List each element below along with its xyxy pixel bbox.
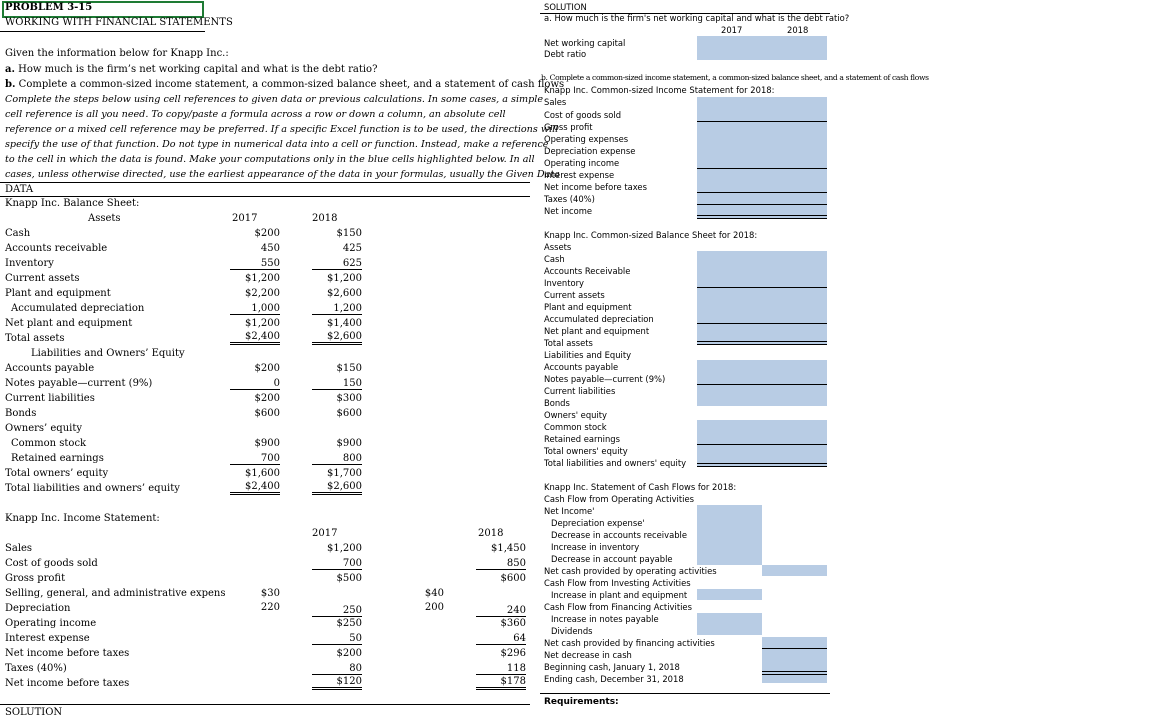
cash-flow-rule — [762, 674, 827, 675]
cs-balance-row: Notes payable—current (9%) — [544, 374, 666, 384]
cash-flow-row: Cash Flow from Financing Activities — [544, 602, 692, 612]
cs-balance-row: Total owners' equity — [544, 446, 628, 456]
header-divider — [0, 31, 205, 32]
liabilities-header: Liabilities and Owners’ Equity — [31, 348, 185, 359]
bs-row-label: Plant and equipment — [5, 288, 111, 299]
bs-value-2018: 1,200 — [312, 303, 362, 315]
is-value-2017: 700 — [312, 558, 362, 570]
cs-balance-input-cells[interactable] — [697, 251, 827, 344]
problem-subtitle: WORKING WITH FINANCIAL STATEMENTS — [5, 17, 233, 28]
cs-balance-rule — [697, 323, 827, 324]
cs-balance-rule — [697, 463, 827, 464]
is-row-label: Net income before taxes — [5, 678, 130, 689]
is-value-2017: $1,200 — [327, 543, 362, 554]
cash-flow-input-cells[interactable] — [697, 613, 762, 635]
income-statement-title: Knapp Inc. Income Statement: — [5, 513, 160, 524]
is-year-2017: 2017 — [312, 528, 338, 539]
is-row-label: Taxes (40%) — [5, 663, 67, 674]
cs-income-row: Taxes (40%) — [544, 194, 595, 204]
cs-balance-title: Knapp Inc. Common-sized Balance Sheet for 2018: — [544, 230, 758, 240]
is-value-2017: 80 — [312, 663, 362, 675]
cs-balance-rule — [697, 384, 827, 385]
bs-value-2017: $2,200 — [245, 288, 280, 299]
instruction-line: cell reference is all you need. To copy/paste a formula across a row or down a column, an absolute cell — [5, 109, 506, 120]
cs-income-row: Sales — [544, 97, 567, 107]
cs-income-row: Gross profit — [544, 122, 593, 132]
bs-value-2017: 0 — [230, 378, 280, 390]
cs-income-row: Net income before taxes — [544, 182, 647, 192]
cs-balance-rule — [697, 466, 827, 467]
cs-balance-row: Total liabilities and owners' equity — [544, 458, 687, 468]
bs-value-2018: $150 — [336, 228, 362, 239]
bs-row-label: Bonds — [5, 408, 37, 419]
cs-balance-input-cells[interactable] — [697, 420, 827, 466]
bs-value-2017: 450 — [260, 243, 280, 254]
bs-value-2017: $2,400 — [230, 331, 280, 345]
cs-income-rule — [697, 168, 827, 169]
solution-question-a: a. How much is the firm's net working capital and what is the debt ratio? — [544, 13, 850, 23]
bs-row-label: Current assets — [5, 273, 80, 284]
bs-row-label: Owners’ equity — [5, 423, 83, 434]
bs-value-2018: $1,700 — [327, 468, 362, 479]
cash-flow-row: Increase in notes payable — [551, 614, 659, 624]
bs-row-label: Accounts receivable — [5, 243, 108, 254]
is-sub-value-2017: $30 — [260, 588, 280, 599]
cs-income-rule — [697, 192, 827, 193]
cash-flow-row: Decrease in account payable — [551, 554, 673, 564]
question-b-text: Complete a common-sized income statement, a common-sized balance sheet, and a statement of cash flows — [15, 79, 565, 90]
is-sub-value-2017: 220 — [260, 602, 280, 613]
debt-ratio-label: Debt ratio — [544, 49, 587, 59]
is-row-label: Operating income — [5, 618, 97, 629]
is-row-label: Depreciation — [5, 603, 71, 614]
is-row-label: Gross profit — [5, 573, 66, 584]
is-value-2017: $120 — [312, 676, 362, 690]
is-value-2017: $250 — [336, 618, 362, 629]
cs-balance-row: Cash — [544, 254, 565, 264]
bs-value-2017: $2,400 — [230, 481, 280, 495]
bs-row-label: Cash — [5, 228, 31, 239]
bs-value-2018: 425 — [342, 243, 362, 254]
solution-title: SOLUTION — [544, 2, 587, 12]
is-row-label: Interest expense — [5, 633, 90, 644]
instruction-line: specify the use of that function. Do not type in numerical data into a cell or function. Instead, make a reference — [5, 139, 549, 150]
is-year-2018: 2018 — [478, 528, 504, 539]
bs-value-2018: $2,600 — [327, 288, 362, 299]
cs-balance-row: Common stock — [544, 422, 607, 432]
cs-income-row: Operating income — [544, 158, 620, 168]
bs-year-2017: 2017 — [232, 213, 258, 224]
cs-balance-row: Inventory — [544, 278, 585, 288]
cs-income-title: Knapp Inc. Common-sized Income Statement for 2018: — [544, 85, 775, 95]
is-row-label: Selling, general, and administrative expens — [5, 588, 226, 599]
is-sub-value-2018: 200 — [424, 602, 444, 613]
bs-value-2018: 800 — [312, 453, 362, 465]
is-value-2018: 64 — [476, 633, 526, 645]
bs-value-2018: 625 — [312, 258, 362, 270]
bs-value-2018: $2,600 — [312, 331, 362, 345]
bs-value-2017: $600 — [254, 408, 280, 419]
instruction-line: cases, unless otherwise directed, use the earliest appearance of the data in your formulas, usually the Given Data — [5, 169, 560, 180]
question-a-text: How much is the firm’s net working capital and what is the debt ratio? — [14, 64, 378, 75]
cash-flow-row: Net cash provided by financing activities — [544, 638, 715, 648]
solution-left-label: SOLUTION — [5, 707, 63, 718]
bs-value-2017: 700 — [230, 453, 280, 465]
sol-year-2017: 2017 — [721, 25, 743, 35]
cash-flow-row: Beginning cash, January 1, 2018 — [544, 662, 680, 672]
cash-flow-row: Dividends — [551, 626, 593, 636]
is-value-2017: 50 — [312, 633, 362, 645]
is-value-2017: $200 — [336, 648, 362, 659]
bs-row-label: Total assets — [5, 333, 65, 344]
cs-income-input-cells[interactable] — [697, 97, 827, 218]
intro-text: Given the information below for Knapp Inc.: — [5, 48, 229, 59]
balance-sheet-title: Knapp Inc. Balance Sheet: — [5, 198, 140, 209]
cash-flow-rule — [762, 648, 827, 649]
cs-balance-row: Total assets — [544, 338, 593, 348]
data-label: DATA — [5, 184, 34, 195]
bs-value-2018: $1,400 — [327, 318, 362, 329]
cs-balance-input-cells[interactable] — [697, 360, 827, 406]
problem-title: PROBLEM 3-15 — [5, 2, 93, 13]
bs-row-label: Total liabilities and owners’ equity — [5, 483, 180, 494]
cs-balance-row: Accumulated depreciation — [544, 314, 654, 324]
cs-income-rule — [697, 215, 827, 216]
cs-income-row: Net income — [544, 206, 593, 216]
is-value-2018: $600 — [500, 573, 526, 584]
is-value-2018: $178 — [476, 676, 526, 690]
bs-value-2018: $1,200 — [327, 273, 362, 284]
cs-balance-rule — [697, 341, 827, 342]
bs-value-2017: 550 — [230, 258, 280, 270]
bs-row-label: Notes payable—current (9%) — [5, 378, 153, 389]
cs-income-row: Cost of goods sold — [544, 110, 622, 120]
is-value-2017: $500 — [336, 573, 362, 584]
question-b — [5, 79, 564, 90]
cash-flow-input-cells[interactable] — [762, 565, 827, 576]
bs-row-label: Accumulated depreciation — [11, 303, 145, 314]
cash-flow-row: Increase in plant and equipment — [551, 590, 688, 600]
net-working-capital-label: Net working capital — [544, 38, 626, 48]
cash-flow-row: Net decrease in cash — [544, 650, 632, 660]
is-row-label: Cost of goods sold — [5, 558, 98, 569]
cash-flow-input-cells[interactable] — [697, 589, 762, 600]
question-a — [5, 64, 377, 75]
cash-flow-input-cells[interactable] — [762, 637, 827, 683]
requirements-divider — [540, 693, 830, 694]
cs-balance-row: Current assets — [544, 290, 605, 300]
cs-income-rule — [697, 121, 827, 122]
cs-balance-row: Bonds — [544, 398, 570, 408]
bs-value-2018: $2,600 — [312, 481, 362, 495]
cs-balance-row: Assets — [544, 242, 572, 252]
bs-row-label: Current liabilities — [5, 393, 95, 404]
question-a-prefix: a. — [5, 64, 15, 75]
bs-value-2018: $300 — [336, 393, 362, 404]
instruction-line: reference or a mixed cell reference may be preferred. If a specific Excel function is to be used, the directions will — [5, 124, 559, 135]
instruction-line: to the cell in which the data is found. Make your computations only in the blue cells highlighted below. In all — [5, 154, 535, 165]
bs-row-label: Common stock — [11, 438, 87, 449]
answer-input-cells[interactable] — [697, 36, 827, 60]
bs-row-label: Retained earnings — [11, 453, 104, 464]
is-value-2018: $360 — [500, 618, 526, 629]
question-b-prefix: b. — [5, 79, 16, 90]
cs-balance-row: Accounts Receivable — [544, 266, 631, 276]
cs-balance-row: Accounts payable — [544, 362, 619, 372]
cash-flow-row: Increase in inventory — [551, 542, 640, 552]
is-value-2018: $1,450 — [491, 543, 526, 554]
cash-flow-row: Cash Flow from Investing Activities — [544, 578, 691, 588]
cs-balance-rule — [697, 287, 827, 288]
bs-value-2017: $1,200 — [245, 318, 280, 329]
bs-value-2018: $600 — [336, 408, 362, 419]
bs-value-2017: $200 — [254, 363, 280, 374]
cs-income-row: Operating expenses — [544, 134, 629, 144]
bs-row-label: Net plant and equipment — [5, 318, 133, 329]
data-divider-2 — [0, 196, 530, 197]
cash-flow-title: Knapp Inc. Statement of Cash Flows for 2018: — [544, 482, 737, 492]
bs-value-2017: $900 — [254, 438, 280, 449]
bs-value-2017: $200 — [254, 393, 280, 404]
bs-year-2018: 2018 — [312, 213, 338, 224]
data-divider — [0, 182, 530, 183]
sol-year-2018: 2018 — [787, 25, 809, 35]
bs-row-label: Total owners’ equity — [5, 468, 109, 479]
cash-flow-input-cells[interactable] — [697, 505, 762, 565]
bs-value-2018: 150 — [312, 378, 362, 390]
solution-question-b: b. Complete a common-sized income statement, a common-sized balance sheet, and a statement of cash flows — [541, 73, 929, 82]
cs-balance-row: Retained earnings — [544, 434, 620, 444]
bs-value-2017: $200 — [254, 228, 280, 239]
cs-income-rule — [697, 218, 827, 219]
cash-flow-row: Decrease in accounts receivable — [551, 530, 687, 540]
solution-divider — [0, 704, 530, 705]
is-value-2018: 850 — [476, 558, 526, 570]
cs-balance-rule — [697, 444, 827, 445]
cs-balance-row: Owners' equity — [544, 410, 608, 420]
instruction-line: Complete the steps below using cell references to given data or previous calculations. In some cases, a simple — [5, 94, 544, 105]
is-value-2018: 118 — [476, 663, 526, 675]
cs-income-rule — [697, 204, 827, 205]
bs-row-label: Inventory — [5, 258, 54, 269]
cash-flow-row: Net cash provided by operating activities — [544, 566, 717, 576]
cash-flow-row: Depreciation expense' — [551, 518, 645, 528]
is-value-2017: 250 — [312, 605, 362, 617]
bs-value-2017: 1,000 — [230, 303, 280, 315]
is-row-label: Sales — [5, 543, 33, 554]
bs-value-2017: $1,600 — [245, 468, 280, 479]
cash-flow-rule — [762, 671, 827, 672]
bs-row-label: Accounts payable — [5, 363, 95, 374]
cs-balance-row: Net plant and equipment — [544, 326, 650, 336]
is-sub-value-2018: $40 — [424, 588, 444, 599]
requirements-label: Requirements: — [544, 697, 619, 707]
bs-value-2017: $1,200 — [245, 273, 280, 284]
cs-balance-row: Plant and equipment — [544, 302, 632, 312]
is-value-2018: $296 — [500, 648, 526, 659]
cs-balance-rule — [697, 344, 827, 345]
is-row-label: Net income before taxes — [5, 648, 130, 659]
is-value-2018: 240 — [476, 605, 526, 617]
assets-header: Assets — [88, 213, 121, 224]
cs-income-row: Depreciation expense — [544, 146, 636, 156]
cs-balance-row: Liabilities and Equity — [544, 350, 632, 360]
cs-income-row: Interest expense — [544, 170, 615, 180]
cash-flow-row: Ending cash, December 31, 2018 — [544, 674, 684, 684]
bs-value-2018: $150 — [336, 363, 362, 374]
cash-flow-row: Cash Flow from Operating Activities — [544, 494, 694, 504]
bs-value-2018: $900 — [336, 438, 362, 449]
cs-balance-row: Current liabilities — [544, 386, 616, 396]
cash-flow-row: Net Income' — [544, 506, 595, 516]
